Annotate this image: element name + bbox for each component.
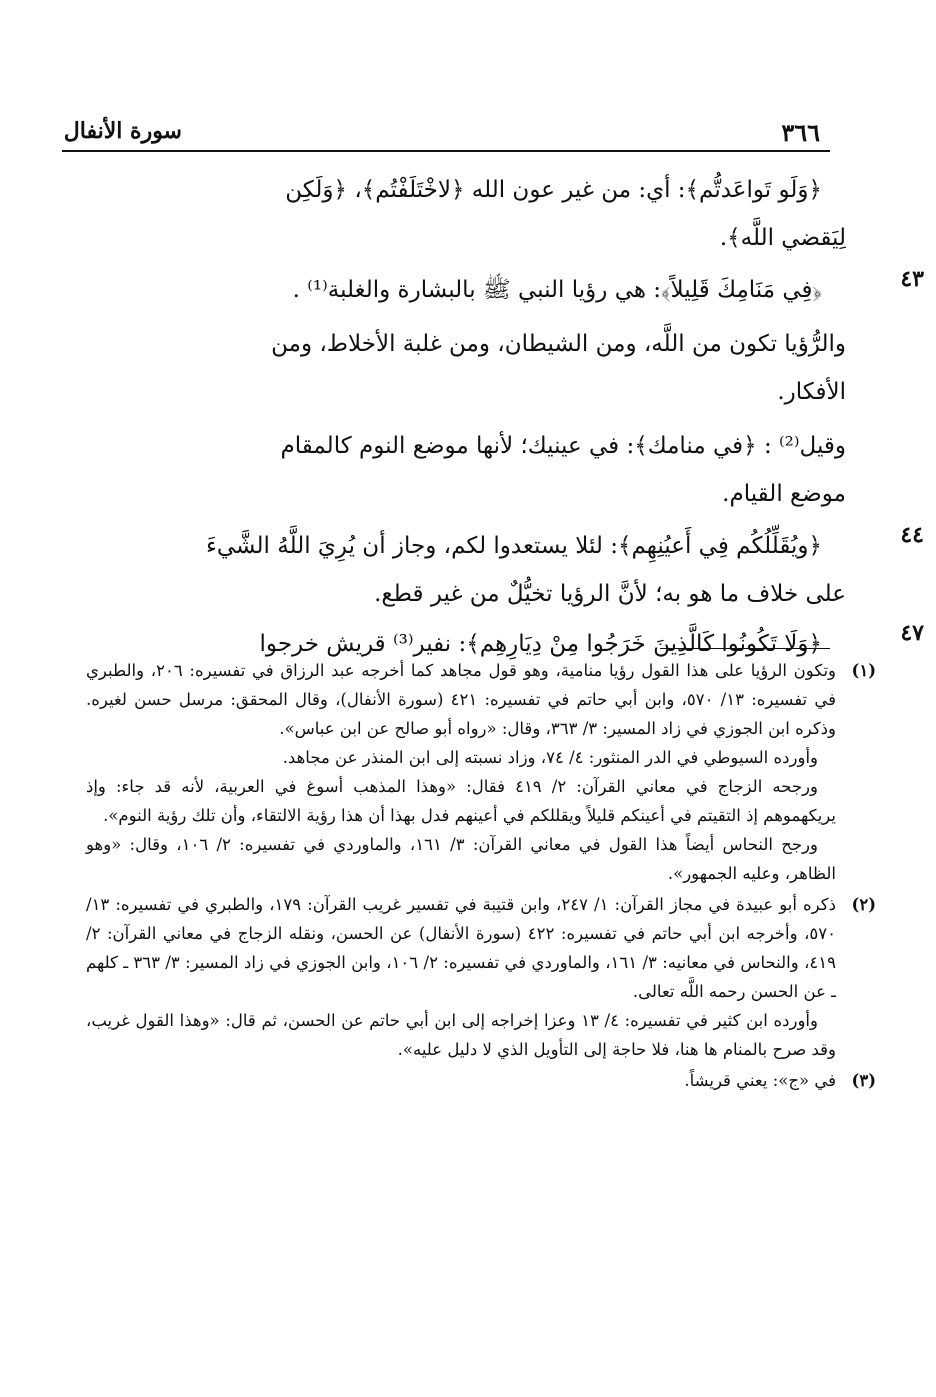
commentary-entry xyxy=(76,522,924,618)
entry-line: على خلاف ما هو به؛ لأنَّ الرؤيا تخيُّلٌ من غير قطع. xyxy=(374,581,846,607)
footnote-number: (٢) xyxy=(851,895,876,914)
commentary-entry xyxy=(76,422,846,518)
entry-line: ﴿ويُقَلِّلُكُم فِي أَعيُنِهِم﴾: لئلا يستعدوا لكم، وجاز أن يُرِيَ اللَّهُ الشَّيءَ xyxy=(206,533,822,559)
entry-line: ﴿وَلَو تَواعَدتُّم﴾: أي: من غير عون الله ﴿لاخْتَلَفْتُم﴾، ﴿وَلَكِن xyxy=(285,177,822,203)
verse-number: ٤٤ xyxy=(900,522,924,548)
commentary-entry xyxy=(76,160,846,262)
commentary-entry xyxy=(76,266,924,416)
header-divider xyxy=(62,150,830,152)
footnote-paragraph: وأورده السيوطي في الدر المنثور: ٤/ ٧٤، وزاد نسبته إلى ابن المنذر عن مجاهد. xyxy=(282,748,818,767)
footnote-paragraph: في «ج»: يعني قريشاً. xyxy=(684,1071,836,1090)
verse-number: ٤٣ xyxy=(900,266,924,292)
entry-line: ﴿فِي مَنَامِكَ قَلِيلاً﴾: هي رؤيا النبي ﷺ بالبشارة والغلبة⁽¹⁾ . xyxy=(292,277,822,303)
footnote-number: (٣) xyxy=(851,1071,876,1090)
footnote xyxy=(86,1066,876,1095)
entry-line: الأفكار. xyxy=(777,379,846,405)
surah-title: سورة الأنفال xyxy=(63,118,182,144)
entry-line: لِيَقضي اللَّه﴾. xyxy=(719,225,846,251)
footnote-number: (١) xyxy=(851,661,876,680)
commentary-body xyxy=(76,160,924,668)
entry-line: ﴿وَلَا تَكُونُوا كَالَّذِينَ خَرَجُوا مِنْ دِيَارِهِم﴾: نفير⁽³⁾ قريش خرجوا xyxy=(259,631,822,657)
page-number: ٣٦٦ xyxy=(781,118,820,147)
page-header xyxy=(62,118,832,152)
footnote xyxy=(86,890,876,1064)
footnotes xyxy=(86,656,876,1097)
entry-line: موضع القيام. xyxy=(722,481,846,507)
footnote-paragraph: ورجح النحاس أيضاً هذا القول في معاني القرآن: ٣/ ١٦١، والماوردي في تفسيره: ٢/ ١٠٦، وقال: «وهو الظاهر، وعليه الجمهور». xyxy=(86,835,836,883)
entry-line: وقيل⁽²⁾ : ﴿في منامك﴾: في عينيك؛ لأنها موضع النوم كالمقام xyxy=(280,433,846,459)
entry-line: والرُّؤيا تكون من اللَّه، ومن الشيطان، ومن غلبة الأخلاط، ومن xyxy=(271,331,846,357)
footnote-paragraph: ورجحه الزجاج في معاني القرآن: ٢/ ٤١٩ فقال: «وهذا المذهب أسوغ في العربية، لأنه قد جاء: وإذ يريكهموهم إذ التقيتم في أعينكم قليلاً ويقللكم في أعينهم فدل بهذا أن هذا رؤية الالتقاء، وأن تلك رؤية النوم». xyxy=(86,777,836,825)
footnote-paragraph: وتكون الرؤيا على هذا القول رؤيا منامية، وهو قول مجاهد كما أخرجه عبد الرزاق في تفسيره: ٢٠٦، والطبري في تفسيره: ١٣/ ٥٧٠، وابن أبي حاتم في تفسيره: ٤٢١ (سورة الأنفال)، وقال المحقق: مرسل حسن لغيره. وذكره ابن الجوزي في زاد المسير: ٣/ ٣٦٣، وقال: «رواه أبو صالح عن ابن عباس». xyxy=(86,661,836,738)
footnote-paragraph: وأورده ابن كثير في تفسيره: ٤/ ١٣ وعزا إخراجه إلى ابن أبي حاتم عن الحسن، ثم قال: «وهذا القول غريب، وقد صرح بالمنام ها هنا، فلا حاجة إلى التأويل الذي لا دليل عليه». xyxy=(86,1011,836,1059)
verse-number: ٤٧ xyxy=(900,620,924,646)
footnote-separator xyxy=(660,648,830,649)
footnote xyxy=(86,656,876,888)
footnote-paragraph: ذكره أبو عبيدة في مجاز القرآن: ١/ ٢٤٧، وابن قتيبة في تفسير غريب القرآن: ١٧٩، والطبري في تفسيره: ١٣/ ٥٧٠، وأخرجه ابن أبي حاتم في تفسيره: ٤٢٢ (سورة الأنفال) عن الحسن، ونقله الزجاج في معاني القرآن: ٢/ ٤١٩، والنحاس في معانيه: ٣/ ١٦١، والماوردي في تفسيره: ٢/ ١٠٦، وابن الجوزي في زاد المسير: ٣/ ٣٦٣ ـ كلهم ـ عن الحسن رحمه اللَّه تعالى. xyxy=(86,895,837,1001)
